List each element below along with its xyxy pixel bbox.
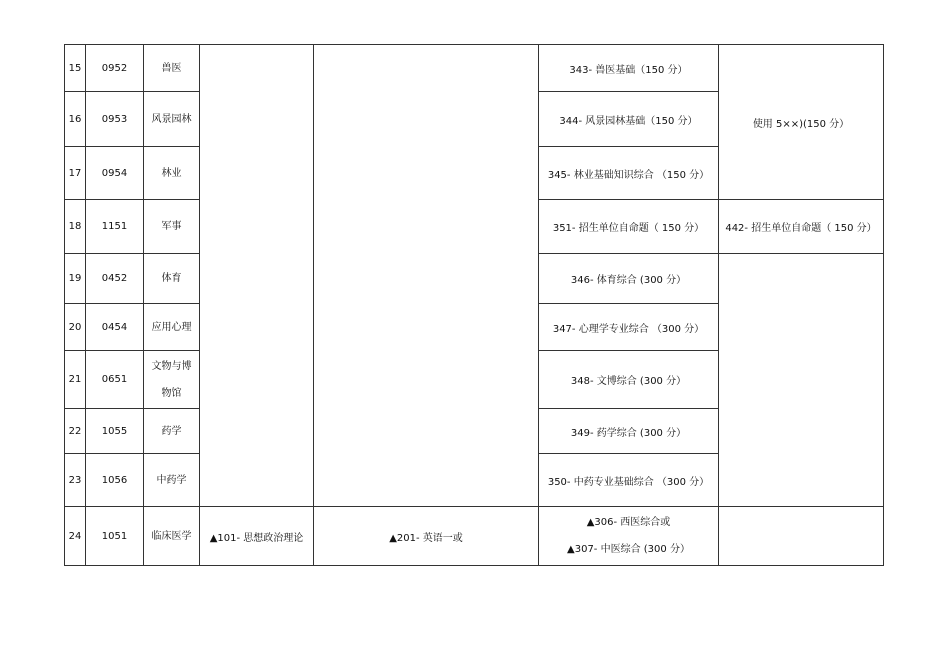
professional-subject-1: 346- 体育综合 (300 分）	[539, 254, 719, 304]
major-code: 0454	[86, 304, 144, 351]
row-number: 23	[65, 454, 86, 507]
exam-subject-table	[64, 44, 884, 566]
english-cell-empty	[314, 45, 539, 507]
row-number: 17	[65, 147, 86, 200]
politics-cell-empty	[200, 45, 314, 507]
major-name: 文物与博 物馆	[144, 351, 200, 409]
row-number: 19	[65, 254, 86, 304]
professional-subject-1: 348- 文博综合 (300 分）	[539, 351, 719, 409]
table-row	[65, 45, 884, 92]
major-code: 0952	[86, 45, 144, 92]
row-number: 24	[65, 507, 86, 566]
major-code: 0954	[86, 147, 144, 200]
professional-subject-1: 347- 心理学专业综合 （300 分）	[539, 304, 719, 351]
politics-subject: ▲101- 思想政治理论	[200, 507, 314, 566]
major-code: 0651	[86, 351, 144, 409]
table-row	[65, 507, 884, 566]
professional-subject-1: 350- 中药专业基础综合 （300 分）	[539, 454, 719, 507]
row-number: 22	[65, 409, 86, 454]
row-number: 18	[65, 200, 86, 254]
professional-subject-1: 351- 招生单位自命题（ 150 分）	[539, 200, 719, 254]
professional-subject-1: ▲306- 西医综合或 ▲307- 中医综合 (300 分）	[539, 507, 719, 566]
major-code: 1056	[86, 454, 144, 507]
major-code: 0953	[86, 92, 144, 147]
professional-subject-1: 345- 林业基础知识综合 （150 分）	[539, 147, 719, 200]
major-name: 中药学	[144, 454, 200, 507]
major-name: 临床医学	[144, 507, 200, 566]
major-code: 1055	[86, 409, 144, 454]
english-subject: ▲201- 英语一或	[314, 507, 539, 566]
professional-subject-2-note: 使用 5××)(150 分）	[719, 45, 884, 200]
row-number: 20	[65, 304, 86, 351]
major-name: 应用心理	[144, 304, 200, 351]
major-code: 0452	[86, 254, 144, 304]
professional-subject-1: 343- 兽医基础（150 分）	[539, 45, 719, 92]
major-name: 药学	[144, 409, 200, 454]
professional-subject-1: 349- 药学综合 (300 分）	[539, 409, 719, 454]
major-name: 兽医	[144, 45, 200, 92]
major-name: 军事	[144, 200, 200, 254]
row-number: 15	[65, 45, 86, 92]
major-name: 风景园林	[144, 92, 200, 147]
row-number: 16	[65, 92, 86, 147]
major-code: 1051	[86, 507, 144, 566]
professional-subject-1: 344- 风景园林基础（150 分）	[539, 92, 719, 147]
professional-subject-2-empty	[719, 254, 884, 507]
major-name: 林业	[144, 147, 200, 200]
professional-subject-2: 442- 招生单位自命题（ 150 分）	[719, 200, 884, 254]
major-name: 体育	[144, 254, 200, 304]
major-code: 1151	[86, 200, 144, 254]
professional-subject-2-empty	[719, 507, 884, 566]
row-number: 21	[65, 351, 86, 409]
